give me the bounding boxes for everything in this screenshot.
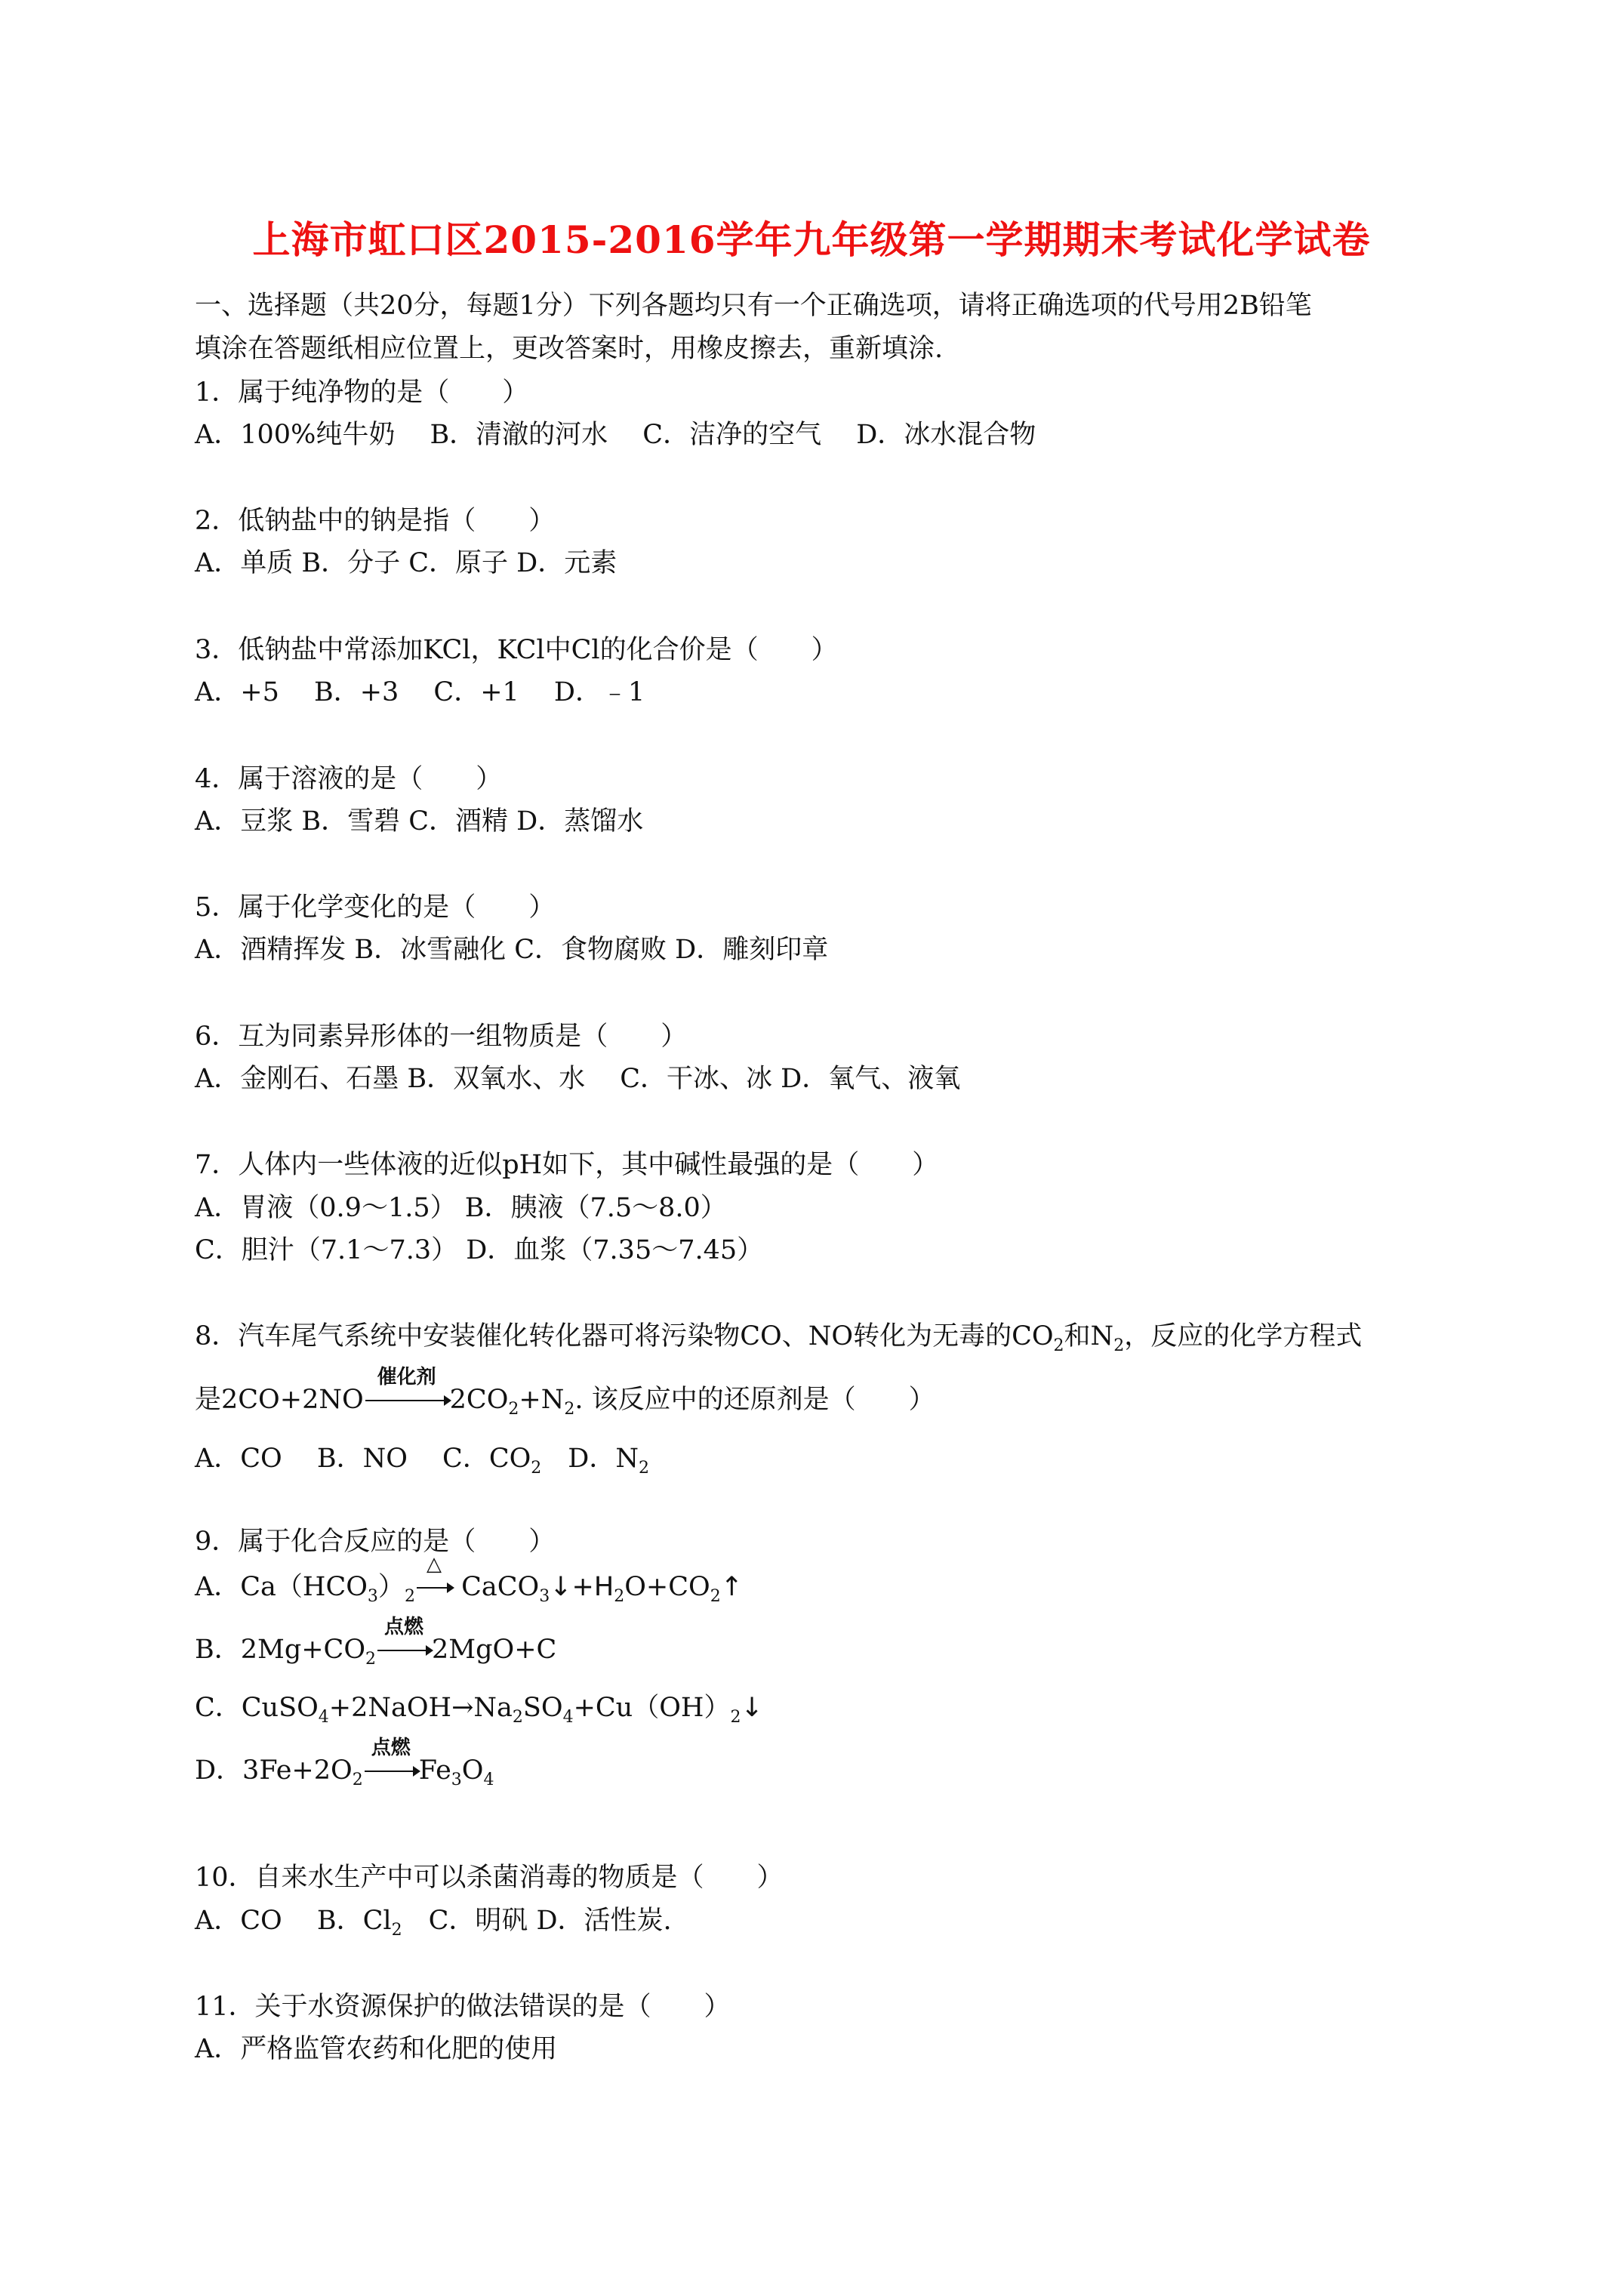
ignite-condition: 点燃 <box>371 1737 411 1759</box>
q8-stem-line2: 是2CO+2NO 催化剂 $2CO_2+N_2$. 该反应中的还原剂是（ ） <box>195 1383 935 1416</box>
heat-condition: △ <box>426 1553 442 1576</box>
reaction-arrow <box>364 1366 450 1416</box>
section-instructions-line1: 一、选择题（共20分，每题1分）下列各题均只有一个正确选项，请将正确选项的代号用2B铅笔 <box>195 291 1312 321</box>
q7-options-line1: A．胃液（0.9～1.5） B．胰液（7.5～8.0） <box>195 1193 727 1223</box>
q7-options-line2: C．胆汁（7.1～7.3） D．血浆（7.35～7.45） <box>195 1235 764 1265</box>
q9-stem: 9．属于化合反应的是（ ） <box>195 1527 556 1557</box>
q10-stem: 10．自来水生产中可以杀菌消毒的物质是（ ） <box>195 1863 784 1893</box>
q3-options: A．+5 B．+3 C．+1 D．﹣1 <box>195 677 645 707</box>
ignite-condition: 点燃 <box>384 1616 424 1638</box>
ignite-arrow <box>376 1616 432 1666</box>
q5-stem: 5．属于化学变化的是（ ） <box>195 892 556 923</box>
q9-option-d: D．$3Fe+2O_2$ 点燃 $Fe_3O_4$ <box>195 1754 494 1787</box>
q6-stem: 6．互为同素异形体的一组物质是（ ） <box>195 1022 688 1052</box>
section-instructions-line2: 填涂在答题纸相应位置上，更改答案时，用橡皮擦去，重新填涂. <box>195 334 944 364</box>
q9-option-b: B．$2Mg+CO_2$ 点燃 2MgO+C <box>195 1633 556 1666</box>
q6-options: A．金刚石、石墨 B．双氧水、水 C．干冰、冰 D．氧气、液氧 <box>195 1064 961 1094</box>
heat-arrow <box>415 1553 453 1604</box>
q5-options: A．酒精挥发 B．冰雪融化 C．食物腐败 D．雕刻印章 <box>195 935 829 965</box>
q4-options: A．豆浆 B．雪碧 C．酒精 D．蒸馏水 <box>195 806 644 837</box>
q11-option-a: A．严格监管农药和化肥的使用 <box>195 2034 558 2064</box>
q8-stem-line1: 8．汽车尾气系统中安装催化转化器可将污染物CO、NO转化为无毒的$CO_2$和$N_2$，反应的化学方程式 <box>195 1321 1363 1355</box>
q4-stem: 4．属于溶液的是（ ） <box>195 764 503 794</box>
ignite-arrow <box>363 1737 419 1787</box>
q9-option-a: A．$Ca(HCO_3)_2$ △ $CaCO_3↓+H_2O+CO_2↑$ <box>195 1570 743 1604</box>
q2-options: A．单质 B．分子 C．原子 D．元素 <box>195 548 617 578</box>
q2-stem: 2．低钠盐中的钠是指（ ） <box>195 506 556 536</box>
reaction-condition: 催化剂 <box>377 1366 436 1388</box>
q7-stem: 7．人体内一些体液的近似pH如下，其中碱性最强的是（ ） <box>195 1150 939 1180</box>
q3-stem: 3．低钠盐中常添加KCl，KCl中Cl的化合价是（ ） <box>195 635 838 665</box>
exam-title: 上海市虹口区2015-2016学年九年级第一学期期末考试化学试卷 <box>252 217 1371 262</box>
q10-options: A．CO B．$Cl_2$ C．明矾 D．活性炭. <box>195 1906 672 1940</box>
q1-stem: 1．属于纯净物的是（ ） <box>195 378 529 408</box>
q8-options: A．CO B．NO C．$CO_2$ D．$N_2$ <box>195 1444 649 1478</box>
q11-stem: 11．关于水资源保护的做法错误的是（ ） <box>195 1992 731 2022</box>
q1-options: A．100%纯牛奶 B．清澈的河水 C．洁净的空气 D．冰水混合物 <box>195 420 1036 450</box>
q9-option-c: C．$CuSO_4+2NaOH\to Na_2SO_4+Cu(OH)_2↓$ <box>195 1693 763 1727</box>
